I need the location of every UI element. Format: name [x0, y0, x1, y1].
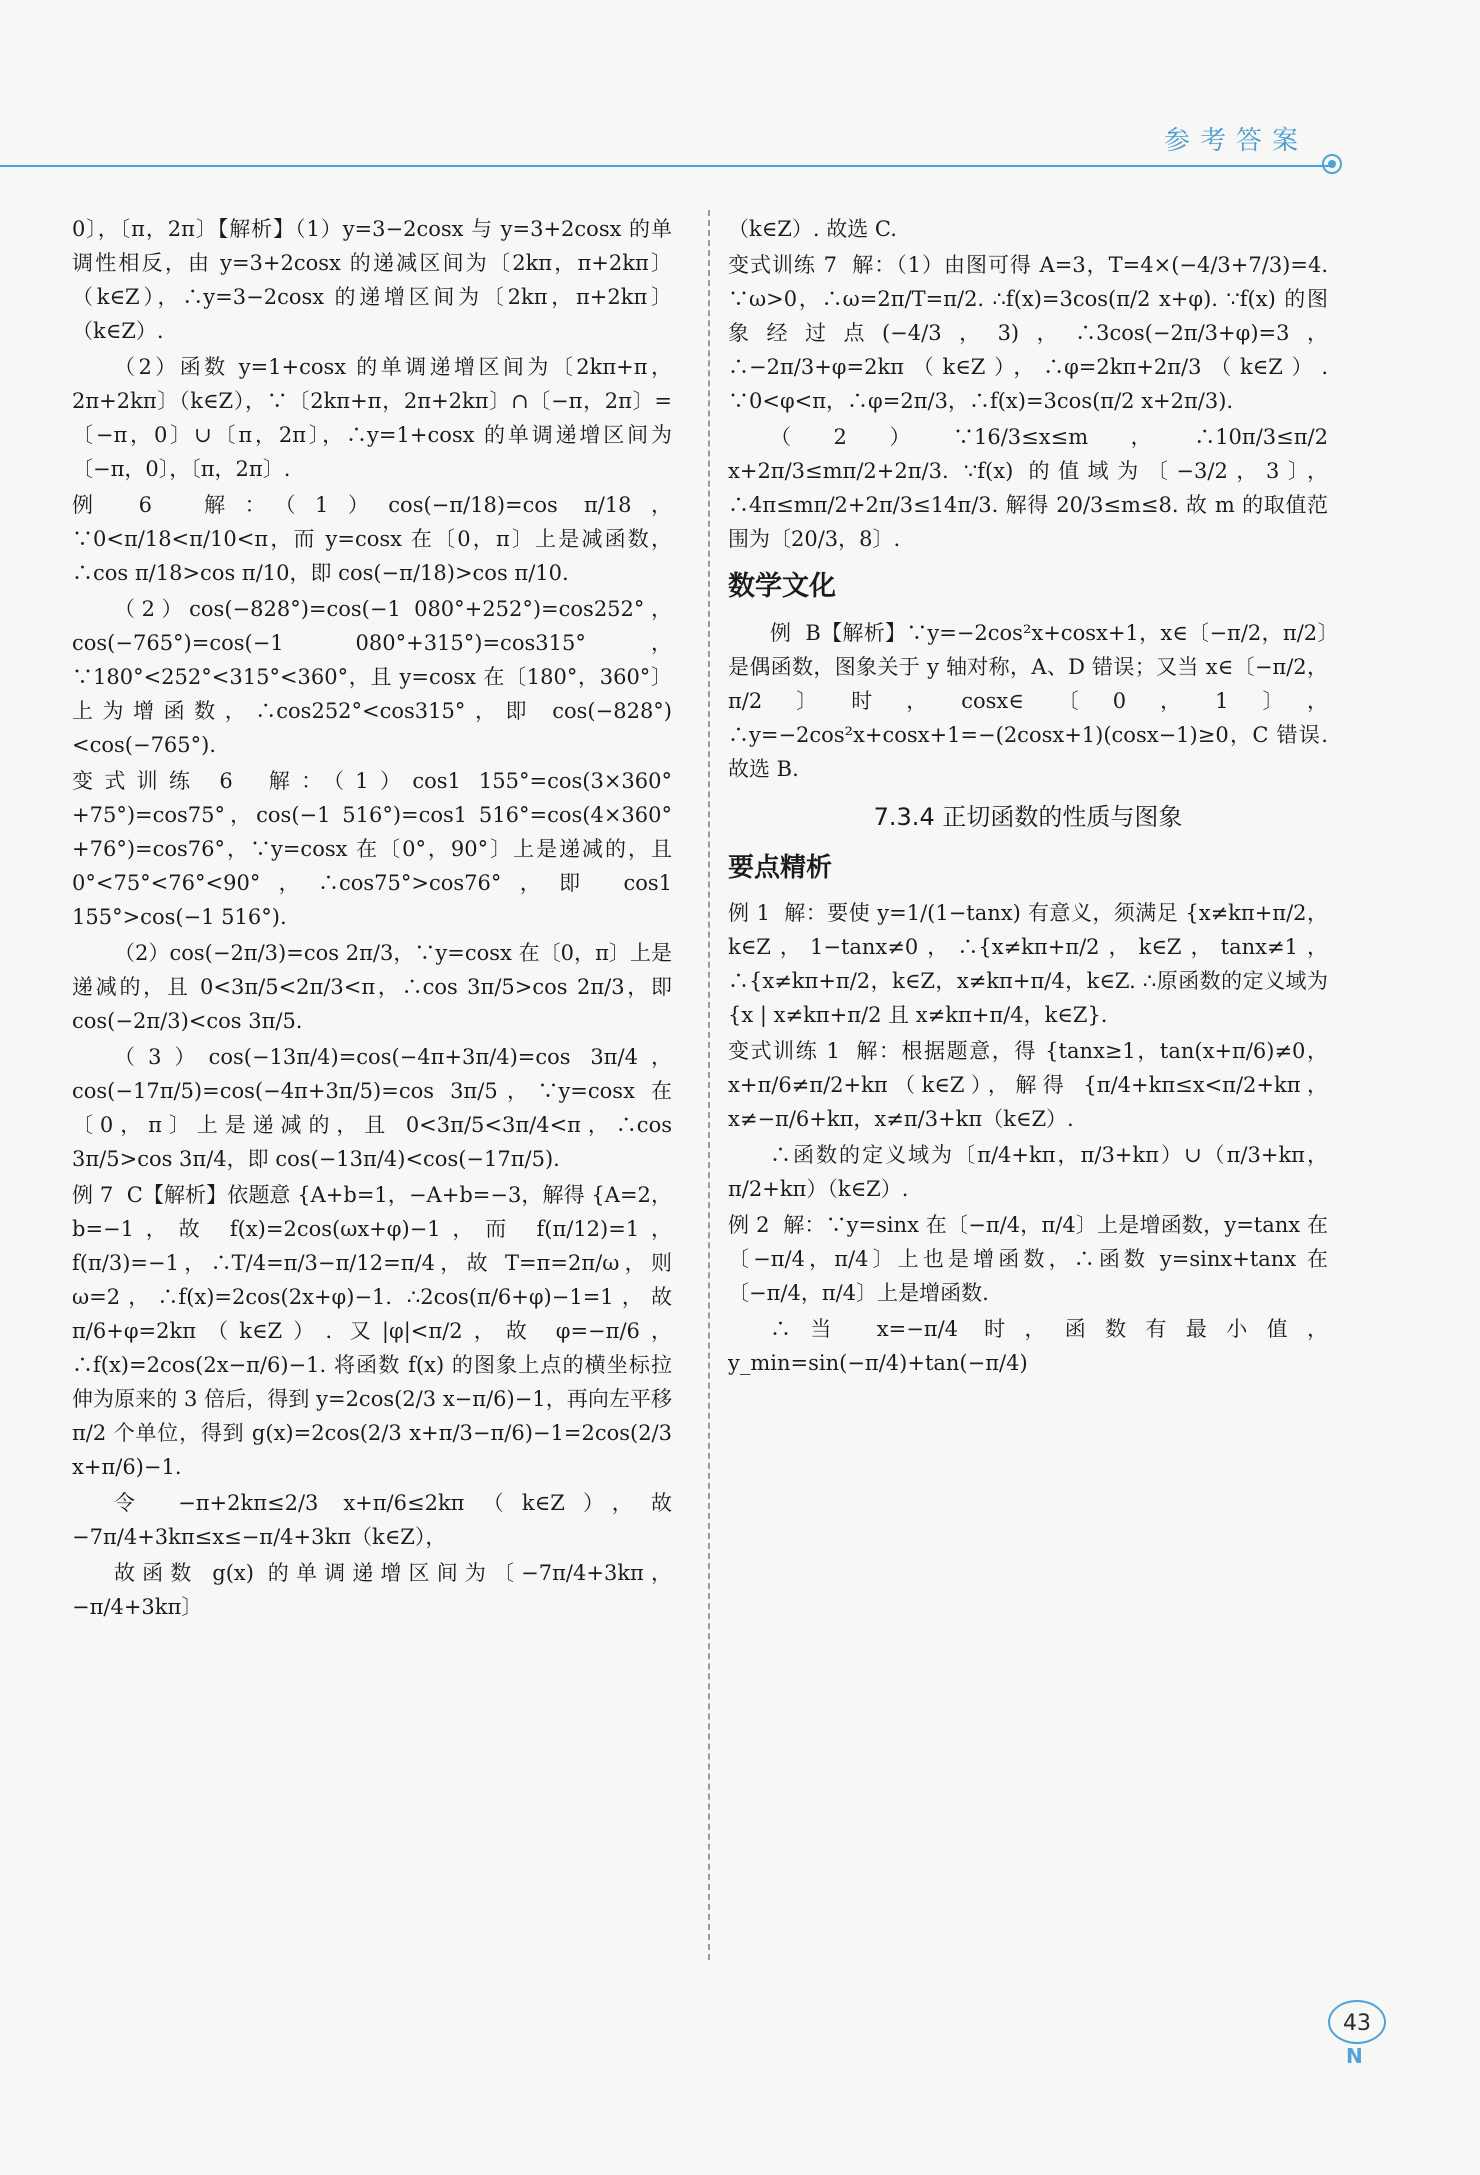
header-title: 参考答案 [1163, 126, 1308, 156]
paragraph: （2）函数 y=1+cosx 的单调递增区间为〔2kπ+π，2π+2kπ〕（k∈Z），∵〔2kπ+π，2π+2kπ〕∩〔−π，2π〕=〔−π，0〕∪〔π，2π〕，∴y=1+cosx 的单调递增区间为〔−π，0〕，〔π，2π〕. [72, 355, 672, 481]
exercise-1: 变式训练 1 解：根据题意，得 {tanx≥1，tan(x+π/6)≠0，x+π/6≠π/2+kπ（k∈Z），解得 {π/4+kπ≤x<π/2+kπ，x≠−π/6+kπ，x≠π/3+kπ（k∈Z）. [728, 1039, 1328, 1131]
exercise-7: 变式训练 7 解：（1）由图可得 A=3，T=4×(−4/3+7/3)=4. ∵ω>0，∴ω=2π/T=π/2. ∴f(x)=3cos(π/2 x+φ). ∵f(x) 的图象经过点(−4/3，3)，∴3cos(−2π/3+φ)=3，∴−2π/3+φ=2kπ（k∈Z），∴φ=2kπ+2π/3（k∈Z）. ∵0<φ<π，∴φ=2π/3，∴f(x)=3cos(π/2 x+2π/3). [728, 253, 1335, 413]
example-6: 例 6 解：（1）cos(−π/18)=cos π/18，∵0<π/18<π/10<π，而 y=cosx 在〔0，π〕上是减函数，∴cos π/18>cos π/10，即 cos(−π/18)>cos π/10. [72, 493, 672, 585]
header-circle-icon [1322, 154, 1342, 174]
exercise-6: 变式训练 6 解：（1）cos1 155°=cos(3×360°+75°)=cos75°，cos(−1 516°)=cos1 516°=cos(4×360°+76°)=cos76°，∵y=cosx 在〔0°，90°〕上是递减的，且 0°<75°<76°<90°，∴cos75°>cos76°，即 cos1 155°>cos(−1 516°). [72, 769, 679, 929]
culture-title: 数学文化 [728, 571, 836, 602]
paragraph: 故函数 g(x) 的单调递增区间为〔−7π/4+3kπ，−π/4+3kπ〕 [72, 1561, 672, 1619]
column-divider [708, 210, 710, 1960]
paragraph: 0〕，〔π，2π〕【解析】（1）y=3−2cosx 与 y=3+2cosx 的单调性相反，由 y=3+2cosx 的递减区间为〔2kπ，π+2kπ〕（k∈Z），∴y=3−2cosx 的递增区间为〔2kπ，π+2kπ〕（k∈Z）. [72, 217, 672, 343]
right-column [728, 212, 1335, 1382]
paragraph: （k∈Z）. 故选 C. [728, 217, 897, 241]
paragraph: （2）∵16/3≤x≤m，∴10π/3≤π/2 x+2π/3≤mπ/2+2π/3. ∵f(x) 的值域为〔−3/2，3〕，∴4π≤mπ/2+2π/3≤14π/3. 解得 20/3≤m≤8. 故 m 的取值范围为〔20/3，8〕. [728, 425, 1335, 551]
paragraph: （2）cos(−828°)=cos(−1 080°+252°)=cos252°，cos(−765°)=cos(−1 080°+315°)=cos315°，∵180°<252°<315°<360°，且 y=cosx 在〔180°，360°〕上为增函数，∴cos252°<cos315°，即 cos(−828°)<cos(−765°). [72, 597, 672, 757]
paragraph: （2）cos(−2π/3)=cos 2π/3，∵y=cosx 在〔0，π〕上是递减的，且 0<3π/5<2π/3<π，∴cos 3π/5>cos 2π/3，即 cos(−2π/3)<cos 3π/5. [72, 941, 679, 1033]
subsection-title: 7.3.4 正切函数的性质与图象 [873, 803, 1183, 831]
paragraph: （3）cos(−13π/4)=cos(−4π+3π/4)=cos 3π/4，cos(−17π/5)=cos(−4π+3π/5)=cos 3π/5，∵y=cosx 在〔0，π〕上是递减的，且 0<3π/5<3π/4<π，∴cos 3π/5>cos 3π/4，即 cos(−13π/4)<cos(−17π/5). [72, 1045, 679, 1171]
paragraph: ∴当 x=−π/4 时，函数有最小值，y_min=sin(−π/4)+tan(−π/4) [728, 1317, 1328, 1375]
page-logo-icon: N [1346, 2044, 1363, 2068]
paragraph: ∴函数的定义域为〔π/4+kπ，π/3+kπ）∪（π/3+kπ，π/2+kπ）（k∈Z）. [728, 1143, 1328, 1201]
left-column [72, 212, 679, 1626]
example-1: 例 1 解：要使 y=1/(1−tanx) 有意义，须满足 {x≠kπ+π/2，k∈Z，1−tanx≠0，∴{x≠kπ+π/2，k∈Z，tanx≠1，∴{x≠kπ+π/2，k∈Z，x≠kπ+π/4，k∈Z. ∴原函数的定义域为 {x | x≠kπ+π/2 且 x≠kπ+π/4，k∈Z}. [728, 901, 1335, 1027]
culture-example: 例 B【解析】∵y=−2cos²x+cosx+1，x∈〔−π/2，π/2〕是偶函数，图象关于 y 轴对称，A、D 错误；又当 x∈〔−π/2，π/2〕时，cosx∈〔0，1〕，∴y=−2cos²x+cosx+1=−(2cosx+1)(cosx−1)≥0，C 错误. 故选 B. [728, 621, 1335, 781]
example-7: 例 7 C【解析】依题意 {A+b=1，−A+b=−3，解得 {A=2，b=−1，故 f(x)=2cos(ωx+φ)−1，而 f(π/12)=1，f(π/3)=−1，∴T/4=π/3−π/12=π/4，故 T=π=2π/ω，则 ω=2，∴f(x)=2cos(2x+φ)−1. ∴2cos(π/6+φ)−1=1，故 π/6+φ=2kπ（k∈Z）. 又|φ|<π/2，故 φ=−π/6，∴f(x)=2cos(2x−π/6)−1. 将函数 f(x) 的图象上点的横坐标拉伸为原来的 3 倍后，得到 y=2cos(2/3 x−π/6)−1，再向左平移 π/2 个单位，得到 g(x)=2cos(2/3 x+π/3−π/6)−1=2cos(2/3 x+π/6)−1. [72, 1183, 679, 1479]
key-points-title: 要点精析 [728, 853, 833, 883]
paragraph: 令 −π+2kπ≤2/3 x+π/6≤2kπ（k∈Z），故 −7π/4+3kπ≤x≤−π/4+3kπ（k∈Z）， [72, 1491, 679, 1549]
example-2: 例 2 解：∵y=sinx 在〔−π/4，π/4〕上是增函数，y=tanx 在〔−π/4，π/4〕上也是增函数，∴函数 y=sinx+tanx 在〔−π/4，π/4〕上是增函数. [728, 1213, 1328, 1305]
page-number: 43 [1328, 2000, 1386, 2044]
header-rule [0, 165, 1330, 167]
